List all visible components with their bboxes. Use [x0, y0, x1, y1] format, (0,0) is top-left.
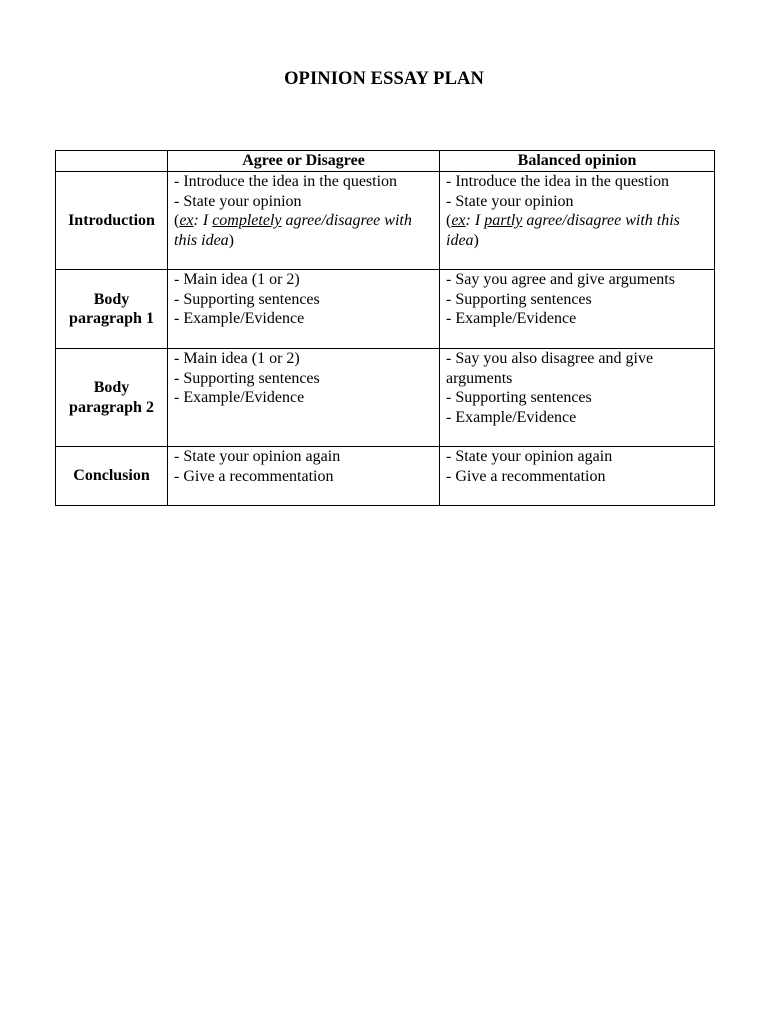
paren-close: ): [228, 231, 234, 249]
cell-line: - Supporting sentences: [446, 389, 592, 406]
cell-conclusion-balanced: [440, 447, 715, 506]
cell-line: - Example/Evidence: [174, 310, 305, 327]
example-note: [174, 211, 433, 250]
cell-line: - Main idea (1 or 2): [174, 350, 300, 367]
cell-line: - Supporting sentences: [174, 290, 320, 308]
header-blank-cell: [56, 151, 168, 172]
example-text: agree/disagree with this idea: [446, 212, 680, 249]
example-emphasis: completely: [212, 212, 282, 229]
cell-line: - Example/Evidence: [446, 408, 577, 426]
cell-line: - Introduce the idea in the question: [174, 173, 398, 190]
cell-line: - State your opinion: [446, 192, 574, 210]
cell-introduction-agree: [168, 172, 440, 270]
cell-conclusion-agree: [168, 447, 440, 506]
header-agree-or-disagree: Agree or Disagree: [168, 151, 440, 172]
row-label-line: Body: [93, 290, 130, 308]
paren-close: ): [473, 231, 479, 249]
essay-plan-table: [55, 150, 715, 506]
table-row-body-paragraph-1: [56, 270, 715, 349]
example-emphasis: partly: [484, 212, 523, 229]
paren-open: (: [174, 212, 180, 229]
cell-line: - Supporting sentences: [174, 369, 320, 387]
cell-line: - Example/Evidence: [446, 310, 577, 327]
example-abbrev: ex: [451, 212, 466, 229]
row-label-conclusion: Conclusion: [56, 447, 168, 506]
cell-body-1-balanced: [440, 270, 715, 349]
cell-line: - Main idea (1 or 2): [174, 271, 300, 288]
example-text: agree/disagree with this idea: [174, 212, 412, 249]
cell-line: - State your opinion again: [174, 448, 341, 465]
row-label-introduction: Introduction: [56, 172, 168, 270]
table-row-introduction: [56, 172, 715, 270]
table-header-row: [56, 151, 715, 172]
cell-body-1-agree: [168, 270, 440, 349]
cell-body-2-agree: [168, 349, 440, 447]
cell-line: - Give a recommentation: [174, 467, 334, 485]
cell-line: - State your opinion: [174, 192, 302, 210]
example-text: : I: [465, 212, 485, 229]
row-label-body-paragraph-2: [56, 349, 168, 447]
table-row-conclusion: [56, 447, 715, 506]
row-label-line: paragraph 1: [69, 310, 154, 327]
cell-line: - Give a recommentation: [446, 467, 606, 485]
header-balanced-opinion: Balanced opinion: [440, 151, 715, 172]
cell-line: - State your opinion again: [446, 448, 613, 465]
example-note: [446, 211, 708, 250]
row-label-body-paragraph-1: [56, 270, 168, 349]
page-title: OPINION ESSAY PLAN: [284, 69, 484, 89]
paren-open: (: [446, 212, 452, 229]
table-row-body-paragraph-2: [56, 349, 715, 447]
cell-line: - Supporting sentences: [446, 290, 592, 308]
cell-line: - Say you agree and give arguments: [446, 271, 675, 288]
row-label-line: Body: [93, 379, 130, 396]
cell-line: - Introduce the idea in the question: [446, 173, 670, 190]
example-text: : I: [193, 212, 213, 229]
row-label-line: paragraph 2: [69, 398, 154, 416]
example-abbrev: ex: [179, 212, 194, 229]
cell-body-2-balanced: [440, 349, 715, 447]
cell-introduction-balanced: [440, 172, 715, 270]
cell-line: - Example/Evidence: [174, 389, 305, 406]
cell-line: - Say you also disagree and give arguments: [446, 350, 654, 387]
